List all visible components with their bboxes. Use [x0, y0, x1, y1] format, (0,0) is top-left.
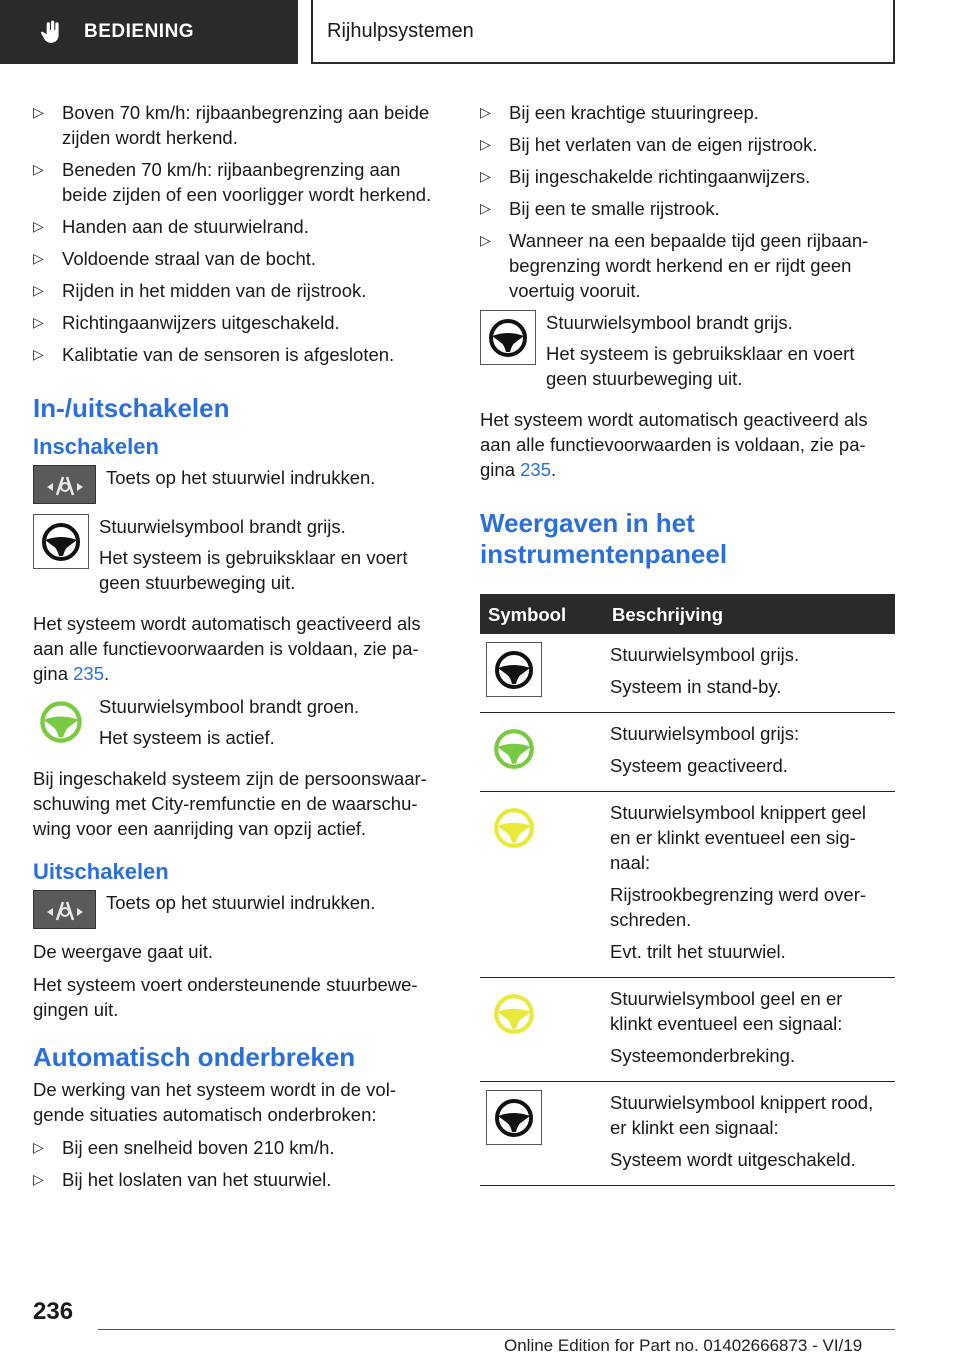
auto-activate-text — [480, 407, 895, 482]
description-line: Systeem in stand-by. — [610, 676, 782, 697]
in-button-text: Toets op het stuurwiel indrukken. — [106, 467, 376, 488]
hand-icon — [38, 19, 64, 45]
lane-assist-button-icon — [33, 465, 96, 504]
list-item: ▷ Voldoende straal van de bocht. — [33, 246, 443, 271]
page-link[interactable]: 235 — [73, 663, 104, 684]
symbol-cell — [480, 1082, 610, 1186]
symbol-cell — [480, 978, 610, 1082]
auto-activate-text — [33, 611, 443, 686]
section-title: BEDIENING — [84, 21, 195, 42]
green-text-1: Stuurwielsymbool brandt groen. — [99, 696, 360, 717]
list-item: ▷ Handen aan de stuurwielrand. — [33, 214, 443, 239]
description-line: Stuurwielsymbool grijs: — [610, 723, 800, 744]
description-cell — [610, 978, 895, 1082]
in-button-row — [33, 465, 443, 504]
list-item: ▷ Beneden 70 km/h: rijbaanbegrenzing aan beide zijden of een voorligger wordt herkend. — [33, 157, 443, 207]
list-item: ▷ Wanneer na een bepaalde tijd geen rijbaan-begrenzing wordt herkend en er rijdt geen voertuig vooruit. — [480, 228, 895, 303]
heading-weergaven: Weergaven in het instrumentenpaneel — [480, 508, 728, 569]
table-header-symbol: Symbool — [480, 594, 610, 634]
grey-text-1: Stuurwielsymbool brandt grijs. — [546, 312, 793, 333]
description-line: Systeem wordt uitgeschakeld. — [610, 1149, 856, 1170]
description-line: Evt. trilt het stuurwiel. — [610, 941, 786, 962]
section-tab — [0, 0, 298, 64]
conditions-list — [33, 100, 443, 367]
list-item: ▷ Rijden in het midden van de rijstrook. — [33, 278, 443, 303]
out-button-text: Toets op het stuurwiel indrukken. — [106, 892, 376, 913]
lane-assist-button-icon — [33, 890, 96, 929]
interrupts-list-continued — [480, 100, 895, 303]
list-item: ▷ Bij een te smalle rijstrook. — [480, 196, 895, 221]
description-line: Stuurwielsymbool grijs. — [610, 644, 800, 665]
list-item: ▷ Kalibtatie van de sensoren is afgesloten. — [33, 342, 443, 367]
heading-uitschakelen: Uitschakelen — [33, 859, 169, 884]
out-text-1: De weergave gaat uit. — [33, 941, 213, 962]
in-grey-text-1: Stuurwielsymbool brandt grijs. — [99, 516, 346, 537]
description-line: Stuurwielsymbool knippert rood, er klinkt een signaal: — [610, 1092, 874, 1138]
table-row — [480, 978, 895, 1082]
auto-activate-body: Het systeem wordt automatisch geactiveerd als aan alle functievoorwaarden is voldaan, zie pa-gina — [33, 613, 421, 684]
steering-wheel-icon — [486, 800, 542, 855]
steering-wheel-icon — [486, 721, 542, 776]
chapter-title: Rijhulpsystemen — [327, 19, 474, 42]
description-line: Systeem geactiveerd. — [610, 755, 788, 776]
steering-wheel-icon — [486, 1090, 542, 1145]
left-column — [33, 100, 443, 1199]
table-row — [480, 792, 895, 978]
heading-in-uitschakelen: In-/uitschakelen — [33, 393, 230, 423]
edition-text: Online Edition for Part no. 01402666873 - VI/19 — [504, 1336, 863, 1355]
page-link[interactable]: 235 — [520, 459, 551, 480]
list-item: ▷ Bij het loslaten van het stuurwiel. — [33, 1167, 443, 1192]
symbol-cell — [480, 634, 610, 713]
heading-inschakelen: Inschakelen — [33, 434, 159, 459]
in-grey-text-2: Het systeem is gebruiksklaar en voert geen stuurbeweging uit. — [99, 547, 408, 593]
symbol-table — [480, 594, 895, 1186]
auto-intro-text: De werking van het systeem wordt in de vol-gende situaties automatisch onderbroken: — [33, 1079, 396, 1125]
list-item: ▷ Bij een snelheid boven 210 km/h. — [33, 1135, 443, 1160]
description-cell — [610, 792, 895, 978]
green-row — [33, 694, 443, 756]
green-text-2: Het systeem is actief. — [99, 727, 275, 748]
page-number: 236 — [33, 1298, 74, 1325]
active-text: Bij ingeschakeld systeem zijn de persoonswaar-schuwing met City-remfunctie en de waarschu-wing voor een aanrijding van opzij actief. — [33, 768, 427, 839]
out-text-2: Het systeem voert ondersteunende stuurbewe-gingen uit. — [33, 974, 418, 1020]
steering-wheel-grey-icon — [480, 310, 536, 365]
right-column — [480, 100, 895, 1186]
description-cell — [610, 713, 895, 792]
auto-activate-body: Het systeem wordt automatisch geactiveerd als aan alle functievoorwaarden is voldaan, zie pa-gina — [480, 409, 868, 480]
auto-activate-end: . — [551, 459, 557, 480]
list-item: ▷ Bij een krachtige stuuringreep. — [480, 100, 895, 125]
out-button-row — [33, 890, 443, 929]
interrupts-list — [33, 1135, 443, 1192]
in-grey-row — [33, 514, 443, 601]
table-header-description: Beschrijving — [610, 594, 895, 634]
heading-automatisch-onderbreken: Automatisch onderbreken — [33, 1042, 356, 1072]
description-cell — [610, 1082, 895, 1186]
table-row — [480, 713, 895, 792]
description-line: Stuurwielsymbool knippert geel en er klinkt eventueel een sig-naal: — [610, 802, 867, 873]
auto-activate-end: . — [104, 663, 110, 684]
description-cell — [610, 634, 895, 713]
list-item: ▷ Bij het verlaten van de eigen rijstrook. — [480, 132, 895, 157]
steering-wheel-green-icon — [33, 694, 89, 749]
grey-text-2: Het systeem is gebruiksklaar en voert geen stuurbeweging uit. — [546, 343, 855, 389]
table-row — [480, 1082, 895, 1186]
list-item: ▷ Bij ingeschakelde richtingaanwijzers. — [480, 164, 895, 189]
steering-wheel-icon — [486, 642, 542, 697]
footer-divider — [98, 1329, 895, 1330]
list-item: ▷ Boven 70 km/h: rijbaanbegrenzing aan beide zijden wordt herkend. — [33, 100, 443, 150]
table-row — [480, 634, 895, 713]
steering-wheel-icon — [486, 986, 542, 1041]
description-line: Stuurwielsymbool geel en er klinkt eventueel een signaal: — [610, 988, 843, 1034]
steering-wheel-grey-icon — [33, 514, 89, 569]
symbol-cell — [480, 792, 610, 978]
table-header-row — [480, 594, 895, 634]
description-line: Rijstrookbegrenzing werd over-schreden. — [610, 884, 867, 930]
description-line: Systeemonderbreking. — [610, 1045, 796, 1066]
grey-row — [480, 310, 895, 397]
list-item: ▷ Richtingaanwijzers uitgeschakeld. — [33, 310, 443, 335]
chapter-tab — [311, 0, 895, 64]
symbol-cell — [480, 713, 610, 792]
